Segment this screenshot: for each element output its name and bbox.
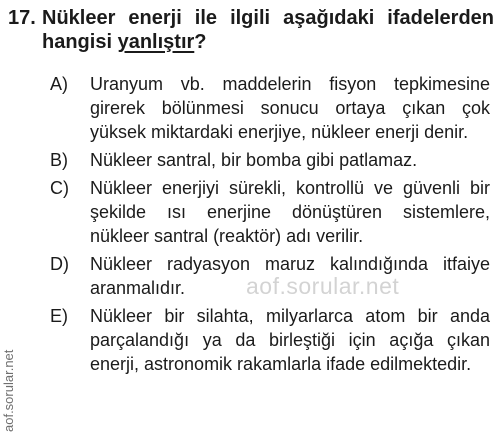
option-text: Uranyum vb. maddelerin fisyon tepkimesine girerek bölünmesi sonucu ortaya çıkan çok yüksek miktardaki enerjiye, nükleer enerji denir.	[90, 74, 490, 142]
question-block	[8, 0, 494, 380]
question-header	[8, 6, 494, 54]
option-text: Nükleer enerjiyi sürekli, kontrollü ve güvenli bir şekilde ısı enerjine dönüştüren sistemlere, nükleer santral (reaktör) adı verilir.	[90, 178, 490, 246]
question-number: 17.	[8, 7, 36, 29]
watermark-center: aof.sorular.net	[246, 273, 400, 299]
option-e[interactable]	[8, 304, 494, 376]
question-stem-end: ?	[194, 31, 207, 53]
question-stem-emphasis: yanlıştır	[117, 31, 195, 53]
answer-options	[8, 72, 494, 376]
option-d[interactable]	[8, 252, 494, 300]
option-a[interactable]	[8, 72, 494, 144]
option-letter: B)	[50, 150, 68, 170]
option-text: Nükleer radyasyon maruz kalındığında itfaiye aranmalıdır.	[90, 254, 490, 298]
option-text: Nükleer santral, bir bomba gibi patlamaz.	[90, 150, 418, 170]
question-stem-text: Nükleer enerji ile ilgili aşağıdaki ifadelerden hangisi	[42, 7, 494, 53]
watermark-side: aof.sorular.net	[1, 349, 16, 432]
option-b[interactable]	[8, 148, 494, 172]
option-text: Nükleer bir silahta, milyarlarca atom bir anda parçalandığı ya da birleştiği için açığa çıkan enerji, astronomik rakamlarla ifade edilmektedir.	[90, 306, 490, 374]
option-c[interactable]	[8, 176, 494, 248]
option-letter: E)	[50, 306, 68, 326]
question-stem	[42, 6, 494, 54]
option-letter: C)	[50, 178, 69, 198]
option-letter: A)	[50, 74, 68, 94]
option-letter: D)	[50, 254, 69, 274]
